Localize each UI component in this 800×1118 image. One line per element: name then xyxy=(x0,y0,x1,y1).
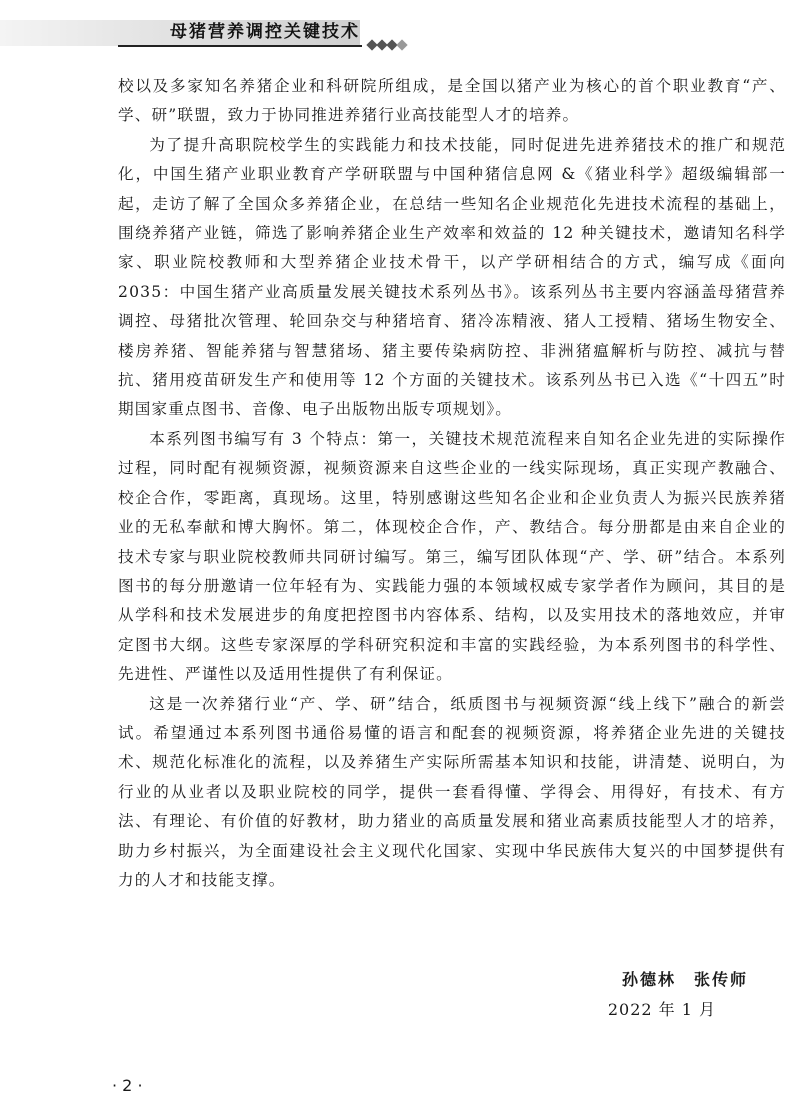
signature-date: 2022 年 1 月 xyxy=(607,1000,716,1019)
diamond-icon xyxy=(396,39,407,50)
body-text xyxy=(118,72,786,895)
author-names: 孙德林 张传师 xyxy=(621,970,748,989)
header-rule xyxy=(118,45,362,47)
running-head-title: 母猪营养调控关键技术 xyxy=(170,22,360,42)
paragraph-1: 校以及多家知名养猪企业和科研院所组成，是全国以猪产业为核心的首个职业教育“产、学、研”联盟，致力于协同推进养猪行业高技能型人才的培养。 xyxy=(118,77,786,125)
paragraph-4: 这是一次养猪行业“产、学、研”结合，纸质图书与视频资源“线上线下”融合的新尝试。希望通过本系列图书通俗易懂的语言和配套的视频资源，将养猪企业先进的关键技术、规范化标准化的流程，以及养猪生产实际所需基本知识和技能，讲清楚、说明白，为行业的从业者以及职业院校的同学，提供一套看得懂、学得会、用得好，有技术、有方法、有理论、有价值的好教材，助力猪业的高质量发展和猪业高素质技能型人才的培养，助力乡村振兴，为全面建设社会主义现代化国家、实现中华民族伟大复兴的中国梦提供有力的人才和技能支撑。 xyxy=(118,694,786,889)
paragraph-2: 为了提升高职院校学生的实践能力和技术技能，同时促进先进养猪技术的推广和规范化，中国生猪产业职业教育产学研联盟与中国种猪信息网 &《猪业科学》超级编辑部一起，走访了解了全国众多养猪企业，在总结一些知名企业规范化先进技术流程的基础上，围绕养猪产业链，筛选了影响养猪企业生产效率和效益的 12 种关键技术，邀请知名科学家、职业院校教师和大型养猪企业技术骨干，以产学研相结合的方式，编写成《面向 2035：中国生猪产业高质量发展关键技术系列丛书》。该系列丛书主要内容涵盖母猪营养调控、母猪批次管理、轮回杂交与种猪培育、猪冷冻精液、猪人工授精、猪场生物安全、楼房养猪、智能养猪与智慧猪场、猪主要传染病防控、非洲猪瘟解析与防控、减抗与替抗、猪用疫苗研发生产和使用等 12 个方面的关键技术。该系列丛书已入选《“十四五”时期国家重点图书、音像、电子出版物出版专项规划》。 xyxy=(118,135,786,419)
paragraph-3: 本系列图书编写有 3 个特点：第一，关键技术规范流程来自知名企业先进的实际操作过程，同时配有视频资源，视频资源来自这些企业的一线实际现场，真正实现产教融合、校企合作，零距离，真现场。这里，特别感谢这些知名企业和企业负责人为振兴民族养猪业的无私奉献和博大胸怀。第二，体现校企合作，产、教结合。每分册都是由来自企业的技术专家与职业院校教师共同研讨编写。第三，编写团队体现“产、学、研”结合。本系列图书的每分册邀请一位年轻有为、实践能力强的本领域权威专家学者作为顾问，其目的是从学科和技术发展进步的角度把控图书内容体系、结构，以及实用技术的落地效应，并审定图书大纲。这些专家深厚的学科研究积淀和丰富的实践经验，为本系列图书的科学性、先进性、严谨性以及适用性提供了有利保证。 xyxy=(118,429,786,684)
page-number: · 2 · xyxy=(112,1076,143,1095)
signature-block xyxy=(608,965,748,1025)
